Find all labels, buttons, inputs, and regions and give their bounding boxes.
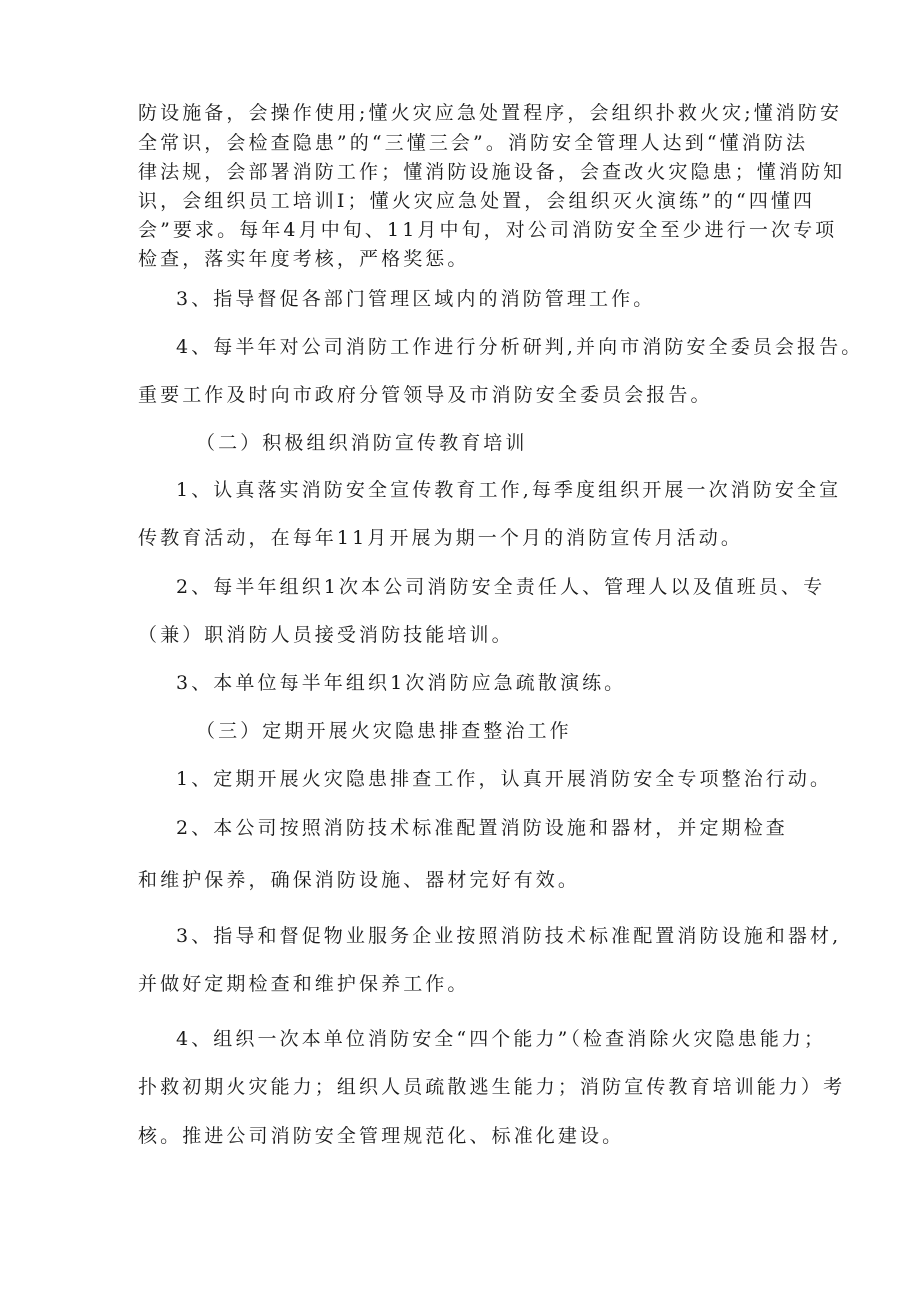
section-heading: （二）积极组织消防宣传教育培训 <box>196 432 528 454</box>
text-line: 扑救初期火灾能力；组织人员疏散逃生能力；消防宣传教育培训能力）考 <box>138 1076 846 1098</box>
text-line: 2、每半年组织1次本公司消防安全责任人、管理人以及值班员、专 <box>176 576 826 598</box>
text-line: 2、本公司按照消防技术标准配置消防设施和器材，并定期检查 <box>176 817 788 839</box>
text-line: 传教育活动，在每年11月开展为期一个月的消防宣传月活动。 <box>138 527 743 549</box>
text-line: 4、组织一次本单位消防安全“四个能力”（检查消除火灾隐患能力； <box>176 1028 827 1050</box>
text-line: 防设施备，会操作使用;懂火灾应急处置程序，会组织扑救火灾;懂消防安 <box>138 102 843 124</box>
section-heading: （三）定期开展火灾隐患排查整治工作 <box>196 720 572 742</box>
text-line: 核。推进公司消防安全管理规范化、标准化建设。 <box>138 1125 625 1147</box>
list-item: 1、定期开展火灾隐患排查工作，认真开展消防安全专项整治行动。 <box>176 768 833 790</box>
list-item: 3、指导督促各部门管理区域内的消防管理工作。 <box>176 288 656 310</box>
text-line: 4、每半年对公司消防工作进行分析研判,并向市消防安全委员会报告。 <box>176 336 864 358</box>
text-line: 3、指导和督促物业服务企业按照消防技术标准配置消防设施和器材, <box>176 925 842 947</box>
text-line: 1、认真落实消防安全宣传教育工作,每季度组织开展一次消防安全宣 <box>176 479 842 501</box>
text-line: 识，会组织员工培训I；懂火灾应急处置，会组织灭火演练”的“四懂四 <box>138 190 816 212</box>
text-line: 会”要求。每年4月中旬、11月中旬，对公司消防安全至少进行一次专项 <box>138 219 838 241</box>
list-item: 3、本单位每半年组织1次消防应急疏散演练。 <box>176 672 627 694</box>
text-line: 并做好定期检查和维护保养工作。 <box>138 973 470 995</box>
text-line: （兼）职消防人员接受消防技能培训。 <box>138 624 514 646</box>
text-line: 和维护保养，确保消防设施、器材完好有效。 <box>138 869 581 891</box>
text-line: 全常识，会检查隐患”的“三懂三会”。消防安全管理人达到“懂消防法 <box>138 132 809 154</box>
text-line: 检查，落实年度考核，严格奖惩。 <box>138 248 470 270</box>
text-line: 重要工作及时向市政府分管领导及市消防安全委员会报告。 <box>138 384 713 406</box>
text-line: 律法规，会部署消防工作；懂消防设施设备，会查改火灾隐患；懂消防知 <box>138 161 846 183</box>
